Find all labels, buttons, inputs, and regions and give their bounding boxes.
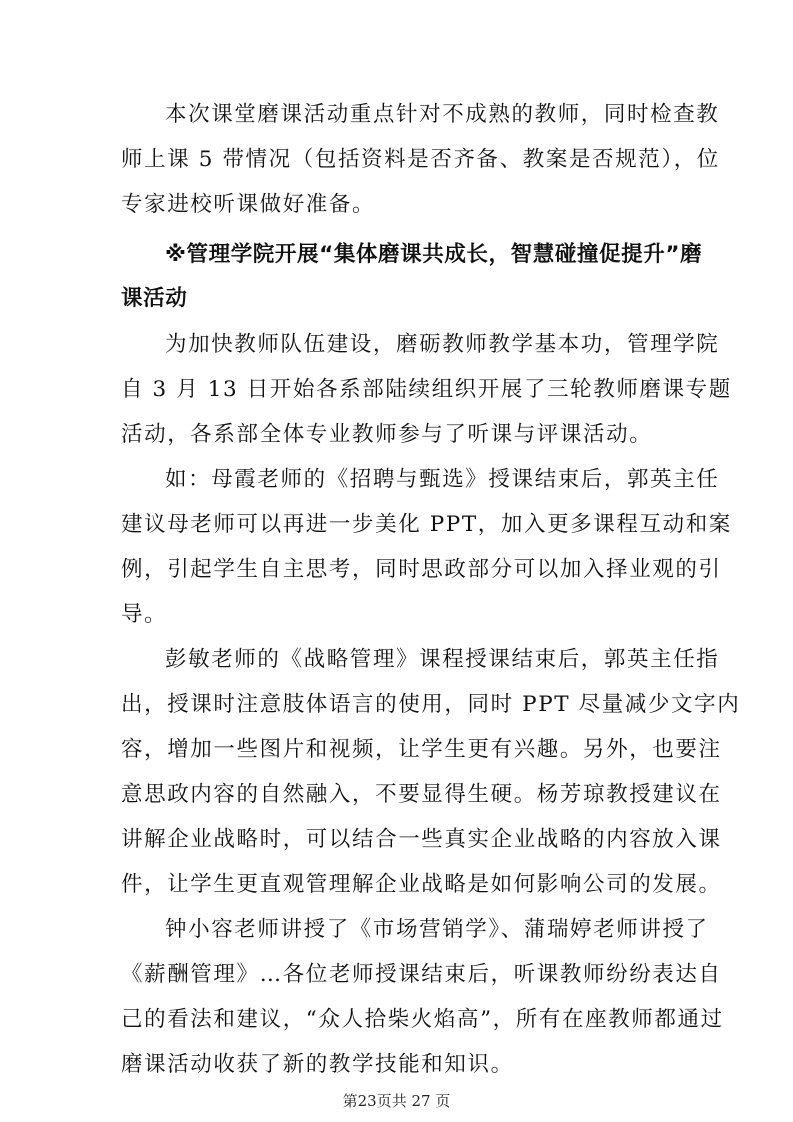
paragraph-line: 如：母霞老师的《招聘与甄选》授课结束后，郭英主任	[165, 467, 720, 492]
page-number-footer: 第23页共 27 页	[342, 1092, 451, 1110]
paragraph-line: 彭敏老师的《战略管理》课程授课结束后，郭英主任指	[165, 647, 720, 672]
paragraph-line: 钟小容老师讲授了《市场营销学》、蒲瑞婷老师讲授了	[165, 917, 709, 942]
paragraph-line: 活动，各系部全体专业教师参与了听课与评课活动。	[121, 422, 653, 447]
paragraph-line: 导。	[121, 602, 168, 627]
paragraph-line: 出，授课时注意肢体语言的使用，同时 PPT 尽量减少文字内	[121, 692, 741, 717]
paragraph-line: 容，增加一些图片和视频，让学生更有兴趣。另外，也要注	[121, 737, 722, 762]
paragraph-line: 建议母老师可以再进一步美化 PPT，加入更多课程互动和案	[121, 512, 732, 537]
paragraph-line: 为加快教师队伍建设，磨砺教师教学基本功，管理学院	[165, 332, 720, 357]
paragraph-line: 件，让学生更直观管理解企业战略是如何影响公司的发展。	[121, 872, 722, 897]
section-heading-continued: 课活动	[121, 286, 188, 311]
paragraph-line: 己的看法和建议，“众人拾柴火焰高”，所有在座教师都通过	[121, 1007, 724, 1032]
paragraph-line: 磨课活动收获了新的教学技能和知识。	[121, 1052, 514, 1077]
section-heading: ※管理学院开展“集体磨课共成长，智慧碰撞促提升”磨	[165, 242, 703, 267]
paragraph-line: 师上课 5 带情况（包括资料是否齐备、教案是否规范），位	[121, 147, 720, 172]
paragraph-line: 自 3 月 13 日开始各系部陆续组织开展了三轮教师磨课专题	[121, 377, 732, 402]
paragraph-line: 讲解企业战略时，可以结合一些真实企业战略的内容放入课	[121, 827, 722, 852]
paragraph-line: 意思政内容的自然融入，不要显得生硬。杨芳琼教授建议在	[121, 782, 722, 807]
paragraph-line: 《薪酬管理》…各位老师授课结束后，听课教师纷纷表达自	[121, 962, 722, 987]
paragraph-line: 本次课堂磨课活动重点针对不成熟的教师，同时检查教	[165, 102, 720, 127]
paragraph-line: 专家进校听课做好准备。	[121, 192, 376, 217]
paragraph-line: 例，引起学生自主思考，同时思政部分可以加入择业观的引	[121, 557, 722, 582]
